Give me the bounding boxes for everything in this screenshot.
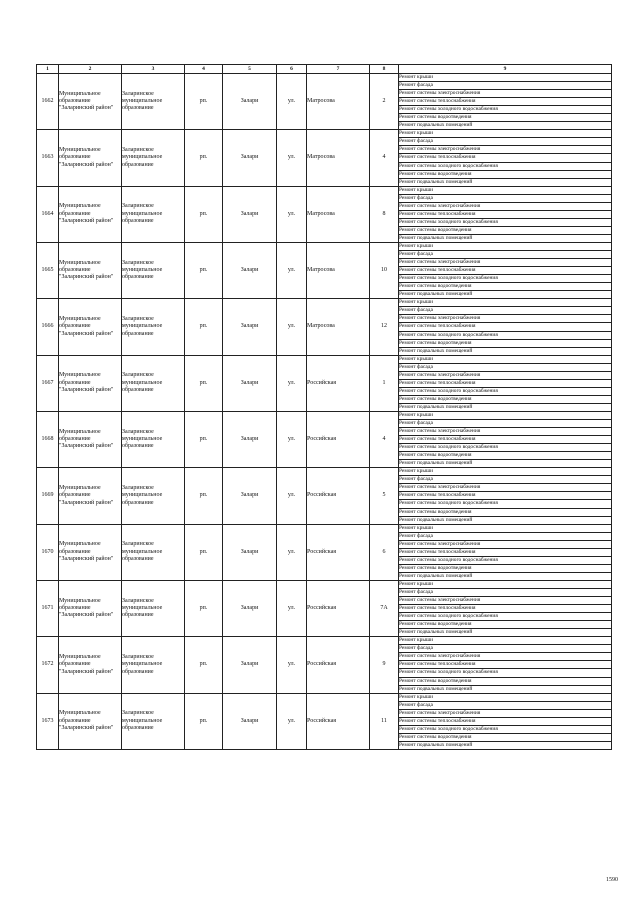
locality-type: рп. — [185, 74, 223, 130]
work-item: Ремонт крыши — [399, 468, 612, 476]
street-type: ул. — [277, 411, 307, 467]
header-row — [37, 65, 612, 74]
work-item: Ремонт системы холодного водоснабжения — [399, 613, 612, 621]
work-item: Ремонт системы теплоснабжения — [399, 210, 612, 218]
table-row — [37, 580, 612, 588]
street-name: Российская — [307, 580, 370, 636]
street-name: Матросова — [307, 186, 370, 242]
house-number: 2 — [370, 74, 399, 130]
work-item: Ремонт крыши — [399, 186, 612, 194]
municipality-name: Муниципальное образование "Заларинский район" — [59, 355, 122, 411]
street-name: Российская — [307, 468, 370, 524]
record-number: 1665 — [37, 242, 59, 298]
work-item: Ремонт системы электроснабжения — [399, 202, 612, 210]
table-header — [37, 65, 612, 74]
table-row — [37, 468, 612, 476]
locality-name: Залари — [223, 693, 277, 749]
work-item: Ремонт фасада — [399, 645, 612, 653]
house-number: 6 — [370, 524, 399, 580]
table-row — [37, 299, 612, 307]
municipality-name: Муниципальное образование "Заларинский район" — [59, 130, 122, 186]
street-name: Матросова — [307, 242, 370, 298]
record-number: 1663 — [37, 130, 59, 186]
locality-name: Залари — [223, 411, 277, 467]
work-item: Ремонт системы холодного водоснабжения — [399, 725, 612, 733]
street-type: ул. — [277, 693, 307, 749]
work-item: Ремонт системы теплоснабжения — [399, 323, 612, 331]
work-item: Ремонт фасада — [399, 138, 612, 146]
work-item: Ремонт системы водоотведения — [399, 564, 612, 572]
work-item: Ремонт подвальных помещений — [399, 460, 612, 468]
work-item: Ремонт подвальных помещений — [399, 234, 612, 242]
work-item: Ремонт фасада — [399, 82, 612, 90]
work-item: Ремонт системы водоотведения — [399, 226, 612, 234]
work-item: Ремонт системы водоотведения — [399, 452, 612, 460]
table-row — [37, 242, 612, 250]
work-item: Ремонт системы теплоснабжения — [399, 661, 612, 669]
work-item: Ремонт системы водоотведения — [399, 339, 612, 347]
work-item: Ремонт системы холодного водоснабжения — [399, 669, 612, 677]
work-item: Ремонт крыши — [399, 299, 612, 307]
municipality-name: Муниципальное образование "Заларинский район" — [59, 242, 122, 298]
work-item: Ремонт системы теплоснабжения — [399, 154, 612, 162]
street-type: ул. — [277, 468, 307, 524]
municipality-name: Муниципальное образование "Заларинский район" — [59, 411, 122, 467]
column-header-1: 1 — [37, 65, 59, 74]
record-number: 1672 — [37, 637, 59, 693]
column-header-6: 6 — [277, 65, 307, 74]
table-row — [37, 355, 612, 363]
work-item: Ремонт системы холодного водоснабжения — [399, 387, 612, 395]
record-number: 1664 — [37, 186, 59, 242]
work-item: Ремонт системы электроснабжения — [399, 484, 612, 492]
column-header-8: 8 — [370, 65, 399, 74]
work-item: Ремонт подвальных помещений — [399, 572, 612, 580]
work-item: Ремонт крыши — [399, 524, 612, 532]
work-item: Ремонт системы теплоснабжения — [399, 267, 612, 275]
organization-name: Заларинское муниципальное образование — [122, 524, 185, 580]
work-item: Ремонт подвальных помещений — [399, 178, 612, 186]
organization-name: Заларинское муниципальное образование — [122, 637, 185, 693]
work-item: Ремонт системы теплоснабжения — [399, 492, 612, 500]
work-item: Ремонт фасада — [399, 251, 612, 259]
repair-program-table — [36, 64, 612, 750]
table-row — [37, 186, 612, 194]
work-item: Ремонт фасада — [399, 476, 612, 484]
record-number: 1673 — [37, 693, 59, 749]
house-number: 1 — [370, 355, 399, 411]
column-header-7: 7 — [307, 65, 370, 74]
work-item: Ремонт подвальных помещений — [399, 516, 612, 524]
organization-name: Заларинское муниципальное образование — [122, 355, 185, 411]
locality-name: Залари — [223, 299, 277, 355]
street-name: Российская — [307, 637, 370, 693]
house-number: 7А — [370, 580, 399, 636]
locality-name: Залари — [223, 74, 277, 130]
work-item: Ремонт системы электроснабжения — [399, 653, 612, 661]
organization-name: Заларинское муниципальное образование — [122, 299, 185, 355]
work-item: Ремонт фасада — [399, 701, 612, 709]
street-type: ул. — [277, 637, 307, 693]
work-item: Ремонт системы электроснабжения — [399, 428, 612, 436]
table-row — [37, 637, 612, 645]
street-type: ул. — [277, 355, 307, 411]
table-row — [37, 693, 612, 701]
locality-name: Залари — [223, 637, 277, 693]
work-item: Ремонт крыши — [399, 637, 612, 645]
house-number: 4 — [370, 130, 399, 186]
work-item: Ремонт системы холодного водоснабжения — [399, 444, 612, 452]
column-header-2: 2 — [59, 65, 122, 74]
house-number: 5 — [370, 468, 399, 524]
locality-type: рп. — [185, 186, 223, 242]
locality-type: рп. — [185, 299, 223, 355]
organization-name: Заларинское муниципальное образование — [122, 468, 185, 524]
work-item: Ремонт системы холодного водоснабжения — [399, 500, 612, 508]
house-number: 4 — [370, 411, 399, 467]
table-row — [37, 524, 612, 532]
locality-type: рп. — [185, 580, 223, 636]
work-item: Ремонт системы холодного водоснабжения — [399, 556, 612, 564]
municipality-name: Муниципальное образование "Заларинский район" — [59, 637, 122, 693]
locality-name: Залари — [223, 580, 277, 636]
organization-name: Заларинское муниципальное образование — [122, 130, 185, 186]
record-number: 1667 — [37, 355, 59, 411]
work-item: Ремонт системы водоотведения — [399, 508, 612, 516]
work-item: Ремонт системы электроснабжения — [399, 709, 612, 717]
locality-type: рп. — [185, 637, 223, 693]
street-type: ул. — [277, 299, 307, 355]
work-item: Ремонт системы электроснабжения — [399, 146, 612, 154]
work-item: Ремонт системы теплоснабжения — [399, 717, 612, 725]
locality-type: рп. — [185, 130, 223, 186]
work-item: Ремонт подвальных помещений — [399, 741, 612, 749]
column-header-9: 9 — [399, 65, 612, 74]
work-item: Ремонт крыши — [399, 242, 612, 250]
work-item: Ремонт подвальных помещений — [399, 629, 612, 637]
work-item: Ремонт системы электроснабжения — [399, 371, 612, 379]
work-item: Ремонт крыши — [399, 411, 612, 419]
locality-name: Залари — [223, 524, 277, 580]
municipality-name: Муниципальное образование "Заларинский район" — [59, 186, 122, 242]
house-number: 11 — [370, 693, 399, 749]
organization-name: Заларинское муниципальное образование — [122, 186, 185, 242]
locality-type: рп. — [185, 242, 223, 298]
work-item: Ремонт системы теплоснабжения — [399, 605, 612, 613]
organization-name: Заларинское муниципальное образование — [122, 242, 185, 298]
locality-type: рп. — [185, 468, 223, 524]
locality-name: Залари — [223, 468, 277, 524]
work-item: Ремонт системы теплоснабжения — [399, 548, 612, 556]
street-type: ул. — [277, 242, 307, 298]
municipality-name: Муниципальное образование "Заларинский район" — [59, 299, 122, 355]
municipality-name: Муниципальное образование "Заларинский район" — [59, 524, 122, 580]
municipality-name: Муниципальное образование "Заларинский район" — [59, 74, 122, 130]
work-item: Ремонт подвальных помещений — [399, 347, 612, 355]
street-name: Российская — [307, 411, 370, 467]
work-item: Ремонт фасада — [399, 307, 612, 315]
municipality-name: Муниципальное образование "Заларинский район" — [59, 580, 122, 636]
work-item: Ремонт системы электроснабжения — [399, 90, 612, 98]
work-item: Ремонт системы электроснабжения — [399, 259, 612, 267]
locality-type: рп. — [185, 524, 223, 580]
locality-name: Залари — [223, 186, 277, 242]
municipality-name: Муниципальное образование "Заларинский район" — [59, 468, 122, 524]
organization-name: Заларинское муниципальное образование — [122, 411, 185, 467]
work-item: Ремонт подвальных помещений — [399, 291, 612, 299]
work-item: Ремонт системы водоотведения — [399, 621, 612, 629]
locality-type: рп. — [185, 355, 223, 411]
column-header-4: 4 — [185, 65, 223, 74]
street-name: Матросова — [307, 74, 370, 130]
street-type: ул. — [277, 580, 307, 636]
table-row — [37, 411, 612, 419]
locality-name: Залари — [223, 130, 277, 186]
street-type: ул. — [277, 130, 307, 186]
street-name: Российская — [307, 355, 370, 411]
work-item: Ремонт системы холодного водоснабжения — [399, 218, 612, 226]
street-type: ул. — [277, 186, 307, 242]
house-number: 10 — [370, 242, 399, 298]
work-item: Ремонт системы водоотведения — [399, 733, 612, 741]
work-item: Ремонт крыши — [399, 355, 612, 363]
work-item: Ремонт подвальных помещений — [399, 403, 612, 411]
street-name: Матросова — [307, 299, 370, 355]
work-item: Ремонт крыши — [399, 693, 612, 701]
work-item: Ремонт фасада — [399, 420, 612, 428]
street-type: ул. — [277, 524, 307, 580]
work-item: Ремонт системы водоотведения — [399, 677, 612, 685]
table-row — [37, 74, 612, 82]
house-number: 9 — [370, 637, 399, 693]
work-item: Ремонт подвальных помещений — [399, 122, 612, 130]
record-number: 1670 — [37, 524, 59, 580]
work-item: Ремонт системы теплоснабжения — [399, 436, 612, 444]
table-body — [37, 74, 612, 750]
work-item: Ремонт подвальных помещений — [399, 685, 612, 693]
locality-name: Залари — [223, 242, 277, 298]
locality-type: рп. — [185, 411, 223, 467]
work-item: Ремонт системы электроснабжения — [399, 315, 612, 323]
record-number: 1668 — [37, 411, 59, 467]
work-item: Ремонт системы водоотведения — [399, 395, 612, 403]
record-number: 1662 — [37, 74, 59, 130]
work-item: Ремонт крыши — [399, 130, 612, 138]
work-item: Ремонт системы холодного водоснабжения — [399, 106, 612, 114]
organization-name: Заларинское муниципальное образование — [122, 693, 185, 749]
work-item: Ремонт фасада — [399, 532, 612, 540]
locality-type: рп. — [185, 693, 223, 749]
work-item: Ремонт системы водоотведения — [399, 114, 612, 122]
house-number: 8 — [370, 186, 399, 242]
work-item: Ремонт системы теплоснабжения — [399, 98, 612, 106]
work-item: Ремонт системы водоотведения — [399, 170, 612, 178]
column-header-3: 3 — [122, 65, 185, 74]
work-item: Ремонт системы холодного водоснабжения — [399, 162, 612, 170]
municipality-name: Муниципальное образование "Заларинский район" — [59, 693, 122, 749]
work-item: Ремонт фасада — [399, 589, 612, 597]
work-item: Ремонт системы электроснабжения — [399, 540, 612, 548]
page-number: 1590 — [606, 877, 618, 883]
street-name: Российская — [307, 524, 370, 580]
work-item: Ремонт крыши — [399, 580, 612, 588]
work-item: Ремонт фасада — [399, 363, 612, 371]
organization-name: Заларинское муниципальное образование — [122, 580, 185, 636]
street-name: Матросова — [307, 130, 370, 186]
street-name: Российская — [307, 693, 370, 749]
street-type: ул. — [277, 74, 307, 130]
table-row — [37, 130, 612, 138]
work-item: Ремонт системы теплоснабжения — [399, 379, 612, 387]
record-number: 1671 — [37, 580, 59, 636]
work-item: Ремонт крыши — [399, 74, 612, 82]
column-header-5: 5 — [223, 65, 277, 74]
locality-name: Залари — [223, 355, 277, 411]
work-item: Ремонт системы электроснабжения — [399, 597, 612, 605]
work-item: Ремонт системы холодного водоснабжения — [399, 331, 612, 339]
work-item: Ремонт системы водоотведения — [399, 283, 612, 291]
record-number: 1669 — [37, 468, 59, 524]
work-item: Ремонт системы холодного водоснабжения — [399, 275, 612, 283]
work-item: Ремонт фасада — [399, 194, 612, 202]
record-number: 1666 — [37, 299, 59, 355]
organization-name: Заларинское муниципальное образование — [122, 74, 185, 130]
house-number: 12 — [370, 299, 399, 355]
